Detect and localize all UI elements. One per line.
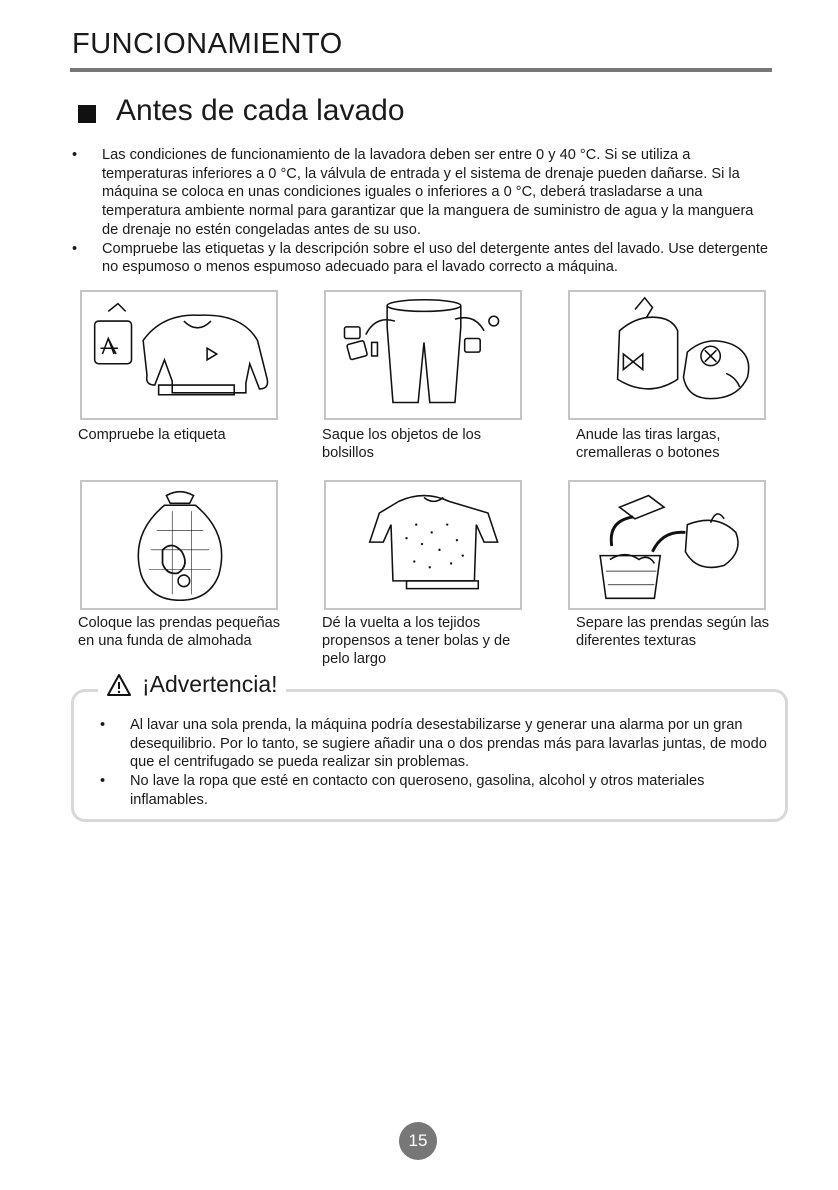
- intro-item: • Compruebe las etiquetas y la descripción sobre el uso del detergente antes del lavado. Use detergente no espumoso o menos espumoso adecuado para el lavado correcto a máquina.: [72, 240, 772, 277]
- figure-caption: Dé la vuelta a los tejidos propensos a tener bolas y de pelo largo: [322, 615, 511, 668]
- warning-list: [100, 716, 780, 810]
- figure-caption: Anude las tiras largas, cremalleras o botones: [576, 427, 721, 462]
- inside-out-sweater-icon: [324, 480, 522, 610]
- page-header-title: FUNCIONAMIENTO: [72, 28, 343, 60]
- warning-item: • No lave la ropa que esté en contacto con queroseno, gasolina, alcohol y otros materiales inflamables.: [100, 772, 780, 809]
- intro-item: • Las condiciones de funcionamiento de la lavadora deben ser entre 0 y 40 °C. Si se utiliza a temperaturas inferiores a 0 °C, la válvula de entrada y el sistema de drenaje pueden dañarse. Si la máquina se coloca en unas condiciones iguales o inferiores a 0 °C, deberá trasladarse a una temperatura ambiente normal para garantizar que la manguera de suministro de agua y la manguera de drenaje no estén congeladas antes de su uso.: [72, 146, 772, 240]
- warning-heading: [98, 671, 286, 698]
- page-number: 15: [399, 1122, 437, 1160]
- warning-item: • Al lavar una sola prenda, la máquina podría desestabilizarse y generar una alarma por un gran desequilibrio. Por lo tanto, se sugiere añadir una o dos prendas más para lavarlas juntas, de modo que el centrifugado se pueda realizar sin problemas.: [100, 716, 780, 772]
- figure-caption: Compruebe la etiqueta: [78, 427, 226, 443]
- tied-garments-icon: [568, 290, 766, 420]
- figure-caption: Separe las prendas según las diferentes texturas: [576, 615, 770, 650]
- trousers-pockets-icon: [324, 290, 522, 420]
- warning-title: ¡Advertencia!: [142, 671, 278, 697]
- section-bullet-square: [78, 105, 96, 123]
- warning-triangle-icon: [106, 673, 132, 697]
- sort-laundry-icon: [568, 480, 766, 610]
- header-divider: [70, 68, 772, 72]
- figure-caption: Saque los objetos de los bolsillos: [322, 427, 482, 462]
- section-title: Antes de cada lavado: [116, 94, 405, 127]
- figure-caption: Coloque las prendas pequeñas en una funda de almohada: [78, 615, 281, 650]
- intro-list: [72, 146, 772, 277]
- sweater-care-label-icon: [80, 290, 278, 420]
- pillowcase-bag-icon: [80, 480, 278, 610]
